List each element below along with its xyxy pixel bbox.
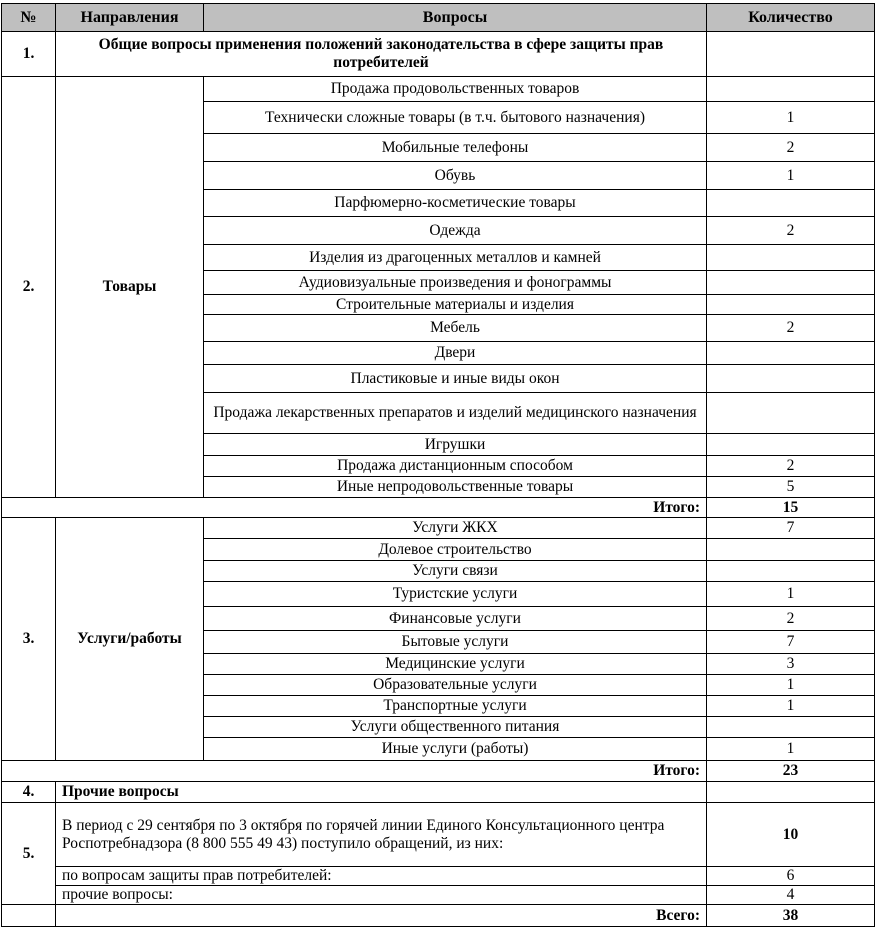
count-cell bbox=[707, 434, 875, 456]
question-label: Финансовые услуги bbox=[204, 607, 707, 631]
count-cell: 2 bbox=[707, 134, 875, 162]
section-number: 1. bbox=[2, 32, 56, 77]
count-cell: 1 bbox=[707, 162, 875, 190]
section1-row bbox=[2, 32, 875, 77]
question-label: Пластиковые и иные виды окон bbox=[204, 365, 707, 393]
question-label: Изделия из драгоценных металлов и камней bbox=[204, 245, 707, 271]
section-number: 2. bbox=[2, 77, 56, 498]
question-label: Мобильные телефоны bbox=[204, 134, 707, 162]
count-cell bbox=[707, 295, 875, 315]
count-cell: 5 bbox=[707, 477, 875, 498]
count-cell bbox=[707, 561, 875, 582]
grand-total-row bbox=[2, 905, 875, 927]
section5-row bbox=[2, 803, 875, 867]
count-cell bbox=[707, 782, 875, 803]
question-label: Двери bbox=[204, 342, 707, 365]
hotline-text: В период с 29 сентября по 3 октября по горячей линии Единого Консультационного центра Роспотребнадзора (8 800 555 49 43) поступило обращений, из них: bbox=[56, 803, 707, 867]
question-label: Продажа дистанционным способом bbox=[204, 456, 707, 477]
section-number: 4. bbox=[2, 782, 56, 803]
table-row bbox=[2, 518, 875, 539]
question-label: Долевое строительство bbox=[204, 539, 707, 561]
subtotal-row bbox=[2, 761, 875, 782]
header-row bbox=[2, 4, 875, 32]
header-direction: Направления bbox=[56, 4, 204, 32]
question-label: Туристские услуги bbox=[204, 582, 707, 607]
question-label: Строительные материалы и изделия bbox=[204, 295, 707, 315]
section-title: Прочие вопросы bbox=[56, 782, 707, 803]
sub-label: прочие вопросы: bbox=[56, 886, 707, 905]
count-cell bbox=[707, 365, 875, 393]
count-cell: 1 bbox=[707, 738, 875, 761]
count-cell: 1 bbox=[707, 696, 875, 717]
count-cell: 2 bbox=[707, 456, 875, 477]
question-label: Обувь bbox=[204, 162, 707, 190]
count-cell: 1 bbox=[707, 582, 875, 607]
count-cell: 1 bbox=[707, 102, 875, 134]
count-cell: 7 bbox=[707, 518, 875, 539]
count-cell bbox=[707, 393, 875, 434]
count-cell: 7 bbox=[707, 631, 875, 654]
question-label: Парфюмерно-косметические товары bbox=[204, 190, 707, 217]
subtotal-label: Итого: bbox=[2, 761, 707, 782]
table-row bbox=[2, 77, 875, 102]
header-num: № bbox=[2, 4, 56, 32]
question-label: Мебель bbox=[204, 315, 707, 342]
count-cell bbox=[707, 539, 875, 561]
section-number: 5. bbox=[2, 803, 56, 905]
count-cell bbox=[707, 190, 875, 217]
section4-row bbox=[2, 782, 875, 803]
question-label: Услуги общественного питания bbox=[204, 717, 707, 738]
grand-total-label: Всего: bbox=[56, 905, 707, 927]
grand-total-value: 38 bbox=[707, 905, 875, 927]
table-row bbox=[2, 867, 875, 886]
question-label: Одежда bbox=[204, 217, 707, 245]
subtotal-row bbox=[2, 498, 875, 518]
question-label: Услуги ЖКХ bbox=[204, 518, 707, 539]
question-label: Иные услуги (работы) bbox=[204, 738, 707, 761]
header-questions: Вопросы bbox=[204, 4, 707, 32]
question-label: Образовательные услуги bbox=[204, 675, 707, 696]
direction-label: Услуги/работы bbox=[56, 518, 204, 761]
subtotal-label: Итого: bbox=[2, 498, 707, 518]
count-cell: 2 bbox=[707, 607, 875, 631]
count-cell bbox=[707, 77, 875, 102]
count-cell: 2 bbox=[707, 315, 875, 342]
report-table bbox=[1, 3, 875, 927]
count-cell: 10 bbox=[707, 803, 875, 867]
question-label: Медицинские услуги bbox=[204, 654, 707, 675]
sub-label: по вопросам защиты прав потребителей: bbox=[56, 867, 707, 886]
question-label: Иные непродовольственные товары bbox=[204, 477, 707, 498]
count-cell bbox=[707, 245, 875, 271]
count-cell: 4 bbox=[707, 886, 875, 905]
count-cell: 2 bbox=[707, 217, 875, 245]
count-cell: 6 bbox=[707, 867, 875, 886]
question-label: Услуги связи bbox=[204, 561, 707, 582]
section-number: 3. bbox=[2, 518, 56, 761]
direction-label: Товары bbox=[56, 77, 204, 498]
count-cell bbox=[707, 271, 875, 295]
count-cell bbox=[707, 717, 875, 738]
count-cell: 1 bbox=[707, 675, 875, 696]
header-count: Количество bbox=[707, 4, 875, 32]
subtotal-value: 23 bbox=[707, 761, 875, 782]
question-label: Продажа лекарственных препаратов и изделий медицинского назначения bbox=[204, 393, 707, 434]
question-label: Технически сложные товары (в т.ч. бытового назначения) bbox=[204, 102, 707, 134]
question-label: Бытовые услуги bbox=[204, 631, 707, 654]
question-label: Игрушки bbox=[204, 434, 707, 456]
empty-cell bbox=[2, 905, 56, 927]
subtotal-value: 15 bbox=[707, 498, 875, 518]
question-label: Транспортные услуги bbox=[204, 696, 707, 717]
question-label: Продажа продовольственных товаров bbox=[204, 77, 707, 102]
question-label: Аудиовизуальные произведения и фонограммы bbox=[204, 271, 707, 295]
count-cell: 3 bbox=[707, 654, 875, 675]
count-cell bbox=[707, 32, 875, 77]
table-row bbox=[2, 886, 875, 905]
count-cell bbox=[707, 342, 875, 365]
section-title: Общие вопросы применения положений законодательства в сфере защиты прав потребителей bbox=[56, 32, 707, 77]
